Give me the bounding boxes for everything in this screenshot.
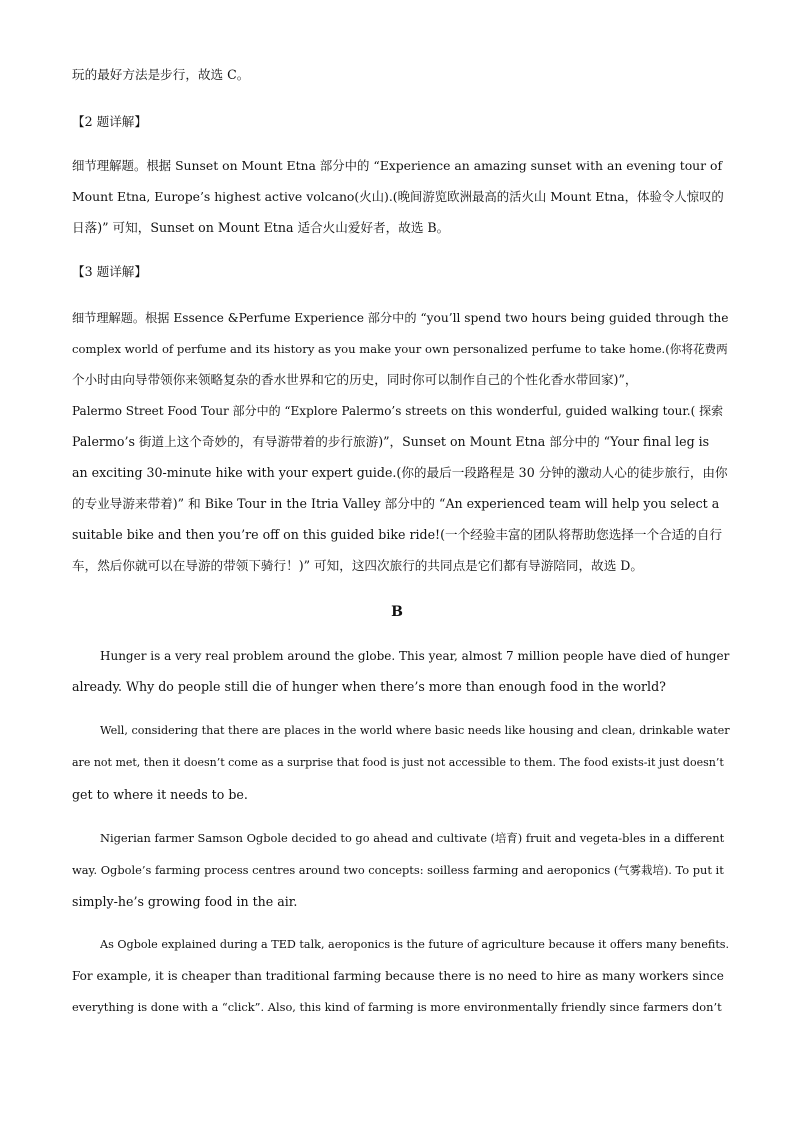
intro-line: 玩的最好方法是步行，故选 C。 bbox=[72, 67, 250, 82]
b-p3-line-3: simply-he’s growing food in the air. bbox=[72, 894, 298, 909]
b-p4-line-3: everything is done with a “click”. Also, this kind of farming is more environmentally friendly since farmers don’t bbox=[72, 1000, 722, 1014]
b-p1-line-2: already. Why do people still die of hunger when there’s more than enough food in the world? bbox=[72, 679, 666, 694]
q2-heading: 【2 题详解】 bbox=[72, 114, 147, 129]
q2-line-2: Mount Etna, Europe’s highest active volcano(火山).(晚间游览欧洲最高的活火山 Mount Etna，体验令人惊叹的 bbox=[72, 189, 724, 204]
b-p2-line-2: are not met, then it doesn’t come as a surprise that food is just not accessible to them. The food exists-it just doesn’t bbox=[72, 756, 724, 769]
b-p1-line-1: Hunger is a very real problem around the globe. This year, almost 7 million people have died of hunger bbox=[100, 649, 730, 663]
b-p4-line-1: As Ogbole explained during a TED talk, aeroponics is the future of agriculture because it offers many benefits. bbox=[100, 938, 730, 951]
q3-line-7: 的专业导游来带着)” 和 Bike Tour in the Itria Valley 部分中的 “An experienced team will help you select a bbox=[72, 496, 720, 511]
q2-line-3: 日落)” 可知，Sunset on Mount Etna 适合火山爱好者，故选 B。 bbox=[72, 220, 450, 235]
q3-line-1: 细节理解题。根据 Essence &Perfume Experience 部分中的 “you’ll spend two hours being guided through the bbox=[72, 311, 729, 325]
b-p2-line-1: Well, considering that there are places in the world where basic needs like housing and clean, drinkable water bbox=[100, 724, 730, 737]
b-p2-line-3: get to where it needs to be. bbox=[72, 787, 248, 802]
q3-line-5: Palermo’s 街道上这个奇妙的，有导游带着的步行旅游)”，Sunset on Mount Etna 部分中的 “Your final leg is bbox=[72, 434, 710, 449]
q3-line-6: an exciting 30-minute hike with your expert guide.(你的最后一段路程是 30 分钟的激动人心的徒步旅行，由你 bbox=[72, 465, 728, 480]
q3-heading: 【3 题详解】 bbox=[72, 264, 147, 279]
q3-line-8: suitable bike and then you’re off on this guided bike ride!(一个经验丰富的团队将帮助您选择一个合适的自行 bbox=[72, 527, 723, 542]
b-p4-line-2: For example, it is cheaper than traditional farming because there is no need to hire as many workers since bbox=[72, 969, 724, 983]
q2-line-1: 细节理解题。根据 Sunset on Mount Etna 部分中的 “Experience an amazing sunset with an evening tour of bbox=[72, 158, 723, 173]
q3-line-2: complex world of perfume and its history as you make your own personalized perfume to take home.(你将花费两 bbox=[72, 342, 728, 356]
q3-line-3: 个小时由向导带领你来领略复杂的香水世界和它的历史，同时你可以制作自己的个性化香水带回家)”， bbox=[72, 372, 638, 387]
b-p3-line-1: Nigerian farmer Samson Ogbole decided to go ahead and cultivate (培育) fruit and vegeta-bles in a different bbox=[100, 831, 725, 845]
q3-line-4: Palermo Street Food Tour 部分中的 “Explore Palermo’s streets on this wonderful, guided walking tour.( 探索 bbox=[72, 404, 724, 418]
section-b-heading: B bbox=[391, 604, 403, 620]
b-p3-line-2: way. Ogbole’s farming process centres around two concepts: soilless farming and aeroponics (气雾栽培). To put it bbox=[72, 863, 724, 877]
q3-line-9: 车，然后你就可以在导游的带领下骑行！)” 可知，这四次旅行的共同点是它们都有导游陪同，故选 D。 bbox=[72, 558, 643, 573]
